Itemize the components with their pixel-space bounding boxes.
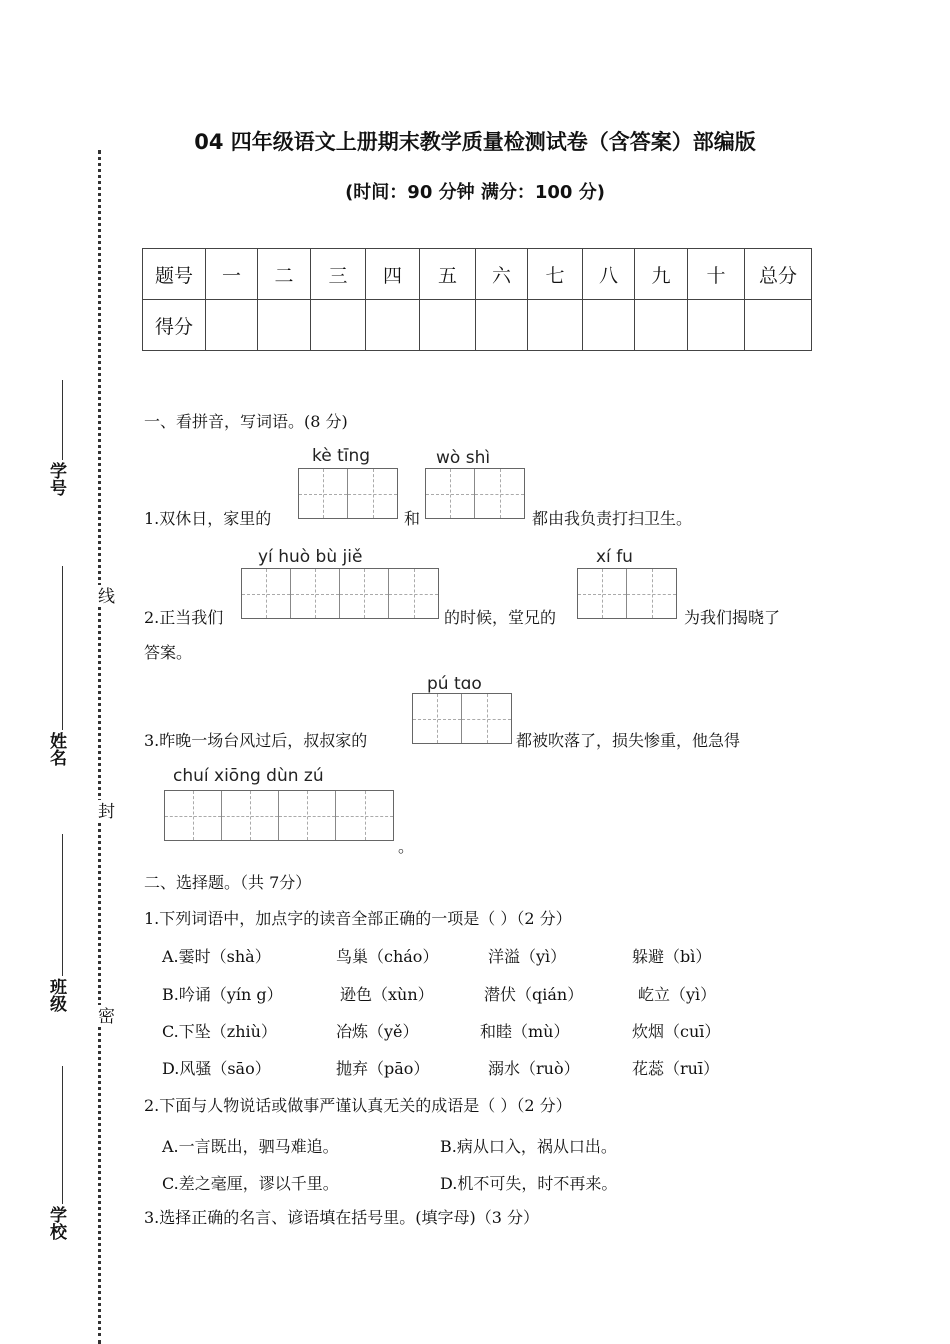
s2-q3-stem: 3.选择正确的名言、谚语填在括号里。(填字母)（3 分） xyxy=(144,1208,540,1227)
s2-q1-option: D.风骚（sāo） xyxy=(162,1059,271,1078)
table-header-cell: 八 xyxy=(583,249,635,300)
score-input-cell[interactable] xyxy=(206,300,258,351)
s2-q2-option-b: B.病从口入，祸从口出。 xyxy=(440,1137,617,1156)
s2-q2-stem: 2.下面与人物说话或做事严谨认真无关的成语是（ ）（2 分） xyxy=(144,1096,572,1115)
score-input-cell[interactable] xyxy=(476,300,528,351)
q1-grid-a[interactable] xyxy=(298,468,398,519)
class-label: 班级 xyxy=(46,978,66,1012)
s2-q1-stem: 1.下列词语中，加点字的读音全部正确的一项是（ ）（2 分） xyxy=(144,909,572,928)
q2-pinyin-b: xí fu xyxy=(596,547,633,567)
binding-dotted-line xyxy=(98,150,101,1344)
s2-q1-option: 逊色（xùn） xyxy=(340,985,434,1004)
score-input-cell[interactable] xyxy=(366,300,420,351)
name-label: 姓名 xyxy=(46,732,66,766)
s2-q1-option: 和睦（mù） xyxy=(480,1022,570,1041)
mark-feng: 封 xyxy=(92,800,117,821)
s2-q1-option: 冶炼（yě） xyxy=(336,1022,419,1041)
score-table-score-row xyxy=(143,300,812,351)
q3-pinyin-b: chuí xiōng dùn zú xyxy=(173,766,324,786)
score-input-cell[interactable] xyxy=(635,300,688,351)
table-header-cell: 十 xyxy=(688,249,745,300)
s2-q1-option: 抛弃（pāo） xyxy=(336,1059,430,1078)
page-title: 04 四年级语文上册期末教学质量检测试卷（含答案）部编版 xyxy=(194,130,756,154)
s2-q2-option-c: C.差之毫厘，谬以千里。 xyxy=(162,1174,339,1193)
s2-q1-option: C.下坠（zhiù） xyxy=(162,1022,277,1041)
s2-q1-option: 溺水（ruò） xyxy=(488,1059,580,1078)
s2-q2-option-d: D.机不可失，时不再来。 xyxy=(440,1174,618,1193)
score-table xyxy=(142,248,812,351)
q1-pinyin-b: wò shì xyxy=(436,448,491,468)
table-header-cell: 总分 xyxy=(745,249,812,300)
q2-pinyin-a: yí huò bù jiě xyxy=(258,547,363,567)
student-id-line xyxy=(62,380,63,460)
s2-q1-option: 潜伏（qián） xyxy=(484,985,584,1004)
section1-heading: 一、看拼音，写词语。(8 分) xyxy=(144,412,348,431)
q3-grid-b[interactable] xyxy=(164,790,394,841)
q1-pinyin-a: kè tīng xyxy=(312,446,371,466)
s2-q1-option: B.吟诵（yín g） xyxy=(162,985,283,1004)
table-header-cell: 四 xyxy=(366,249,420,300)
q1-text-after: 都由我负责打扫卫生。 xyxy=(532,509,693,528)
student-id-label: 学号 xyxy=(46,462,66,496)
score-label-cell: 得分 xyxy=(143,300,206,351)
name-line xyxy=(62,566,63,730)
score-input-cell[interactable] xyxy=(420,300,476,351)
score-input-cell[interactable] xyxy=(528,300,583,351)
school-line xyxy=(62,1066,63,1204)
mark-xian: 线 xyxy=(92,585,117,606)
q2-text-middle: 的时候，堂兄的 xyxy=(444,608,557,627)
table-header-cell: 题号 xyxy=(143,249,206,300)
s2-q1-option: 洋溢（yì） xyxy=(488,947,567,966)
q3-text-before: 3.昨晚一场台风过后，叔叔家的 xyxy=(144,731,368,750)
s2-q1-option: 躲避（bì） xyxy=(632,947,712,966)
page-subtitle: (时间：90 分钟 满分：100 分) xyxy=(345,182,605,203)
score-table-header-row xyxy=(143,249,812,300)
q1-text-before: 1.双休日，家里的 xyxy=(144,509,272,528)
score-input-cell[interactable] xyxy=(311,300,366,351)
q2-text-before: 2.正当我们 xyxy=(144,608,224,627)
q2-grid-a[interactable] xyxy=(241,568,439,619)
s2-q1-option: 鸟巢（cháo） xyxy=(336,947,439,966)
s2-q1-option: 屹立（yì） xyxy=(638,985,717,1004)
q3-pinyin-a: pú tɑo xyxy=(427,674,482,694)
table-header-cell: 六 xyxy=(476,249,528,300)
table-header-cell: 五 xyxy=(420,249,476,300)
class-line xyxy=(62,834,63,976)
score-input-cell[interactable] xyxy=(258,300,311,351)
q3-grid-a[interactable] xyxy=(412,693,512,744)
q1-grid-b[interactable] xyxy=(425,468,525,519)
school-label: 学校 xyxy=(46,1206,66,1240)
table-header-cell: 二 xyxy=(258,249,311,300)
table-header-cell: 七 xyxy=(528,249,583,300)
score-input-cell[interactable] xyxy=(583,300,635,351)
q2-grid-b[interactable] xyxy=(577,568,677,619)
q2-text-after: 为我们揭晓了 xyxy=(684,608,781,627)
s2-q1-option: A.霎时（shà） xyxy=(162,947,271,966)
s2-q1-option: 炊烟（cuī） xyxy=(632,1022,721,1041)
q2-text-line2: 答案。 xyxy=(144,643,193,662)
q3-text-end: 。 xyxy=(398,837,415,856)
mark-mi: 密 xyxy=(92,1005,117,1026)
s2-q1-option: 花蕊（ruī） xyxy=(632,1059,720,1078)
table-header-cell: 九 xyxy=(635,249,688,300)
section2-heading: 二、选择题。（共 7分） xyxy=(144,873,312,892)
q3-text-after: 都被吹落了，损失惨重，他急得 xyxy=(516,731,741,750)
table-header-cell: 一 xyxy=(206,249,258,300)
score-input-cell[interactable] xyxy=(745,300,812,351)
q1-text-middle: 和 xyxy=(404,509,421,528)
s2-q2-option-a: A.一言既出，驷马难追。 xyxy=(162,1137,339,1156)
score-input-cell[interactable] xyxy=(688,300,745,351)
table-header-cell: 三 xyxy=(311,249,366,300)
